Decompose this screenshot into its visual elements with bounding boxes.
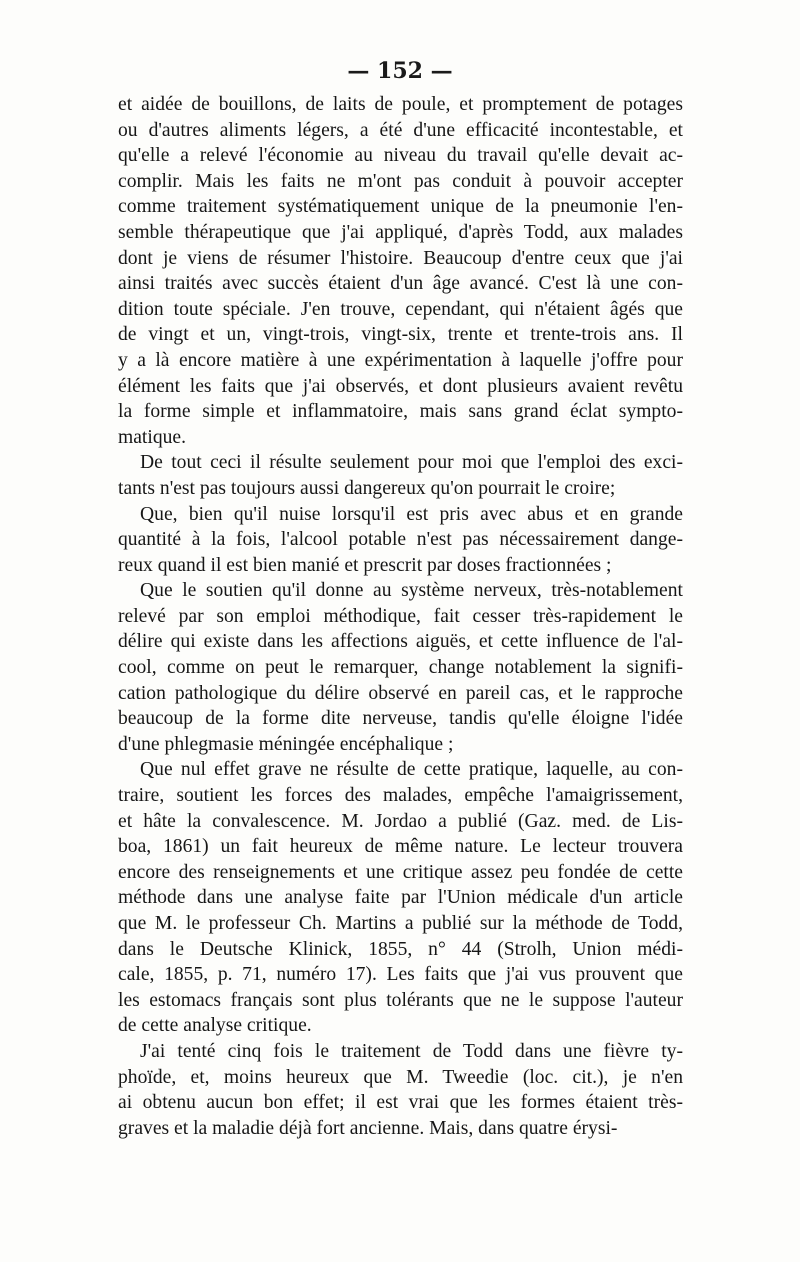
text-line: dition toute spéciale. J'en trouve, cependant, qui n'étaient âgés que (118, 298, 683, 320)
text-line: Que nul effet grave ne résulte de cette pratique, laquelle, au con- (140, 759, 683, 781)
text-line: et aidée de bouillons, de laits de poule, et promptement de potages (118, 94, 683, 115)
text-line: traire, soutient les forces des malades, empêche l'amaigrissement, (118, 785, 683, 807)
text-line: y a là encore matière à une expérimentation à laquelle j'offre pour (118, 349, 683, 371)
text-line: semble thérapeutique que j'ai appliqué, d'après Todd, aux malades (118, 221, 683, 243)
text-line: que M. le professeur Ch. Martins a publié sur la méthode de Todd, (118, 913, 683, 934)
page-number: — 152 — (347, 58, 453, 84)
text-line: Que le soutien qu'il donne au système nerveux, très-notablement (140, 580, 683, 602)
text-line: de vingt et un, vingt-trois, vingt-six, trente et trente-trois ans. Il (118, 324, 683, 346)
text-line: délire qui existe dans les affections aiguës, et cette influence de l'al- (118, 631, 683, 653)
text-line: reux quand il est bien manié et prescrit par doses fractionnées ; (118, 554, 612, 576)
paragraph (118, 1039, 683, 1141)
text-line: qu'elle a relevé l'économie au niveau du travail qu'elle devait ac- (118, 145, 683, 167)
text-line: relevé par son emploi méthodique, fait cesser très-rapidement le (118, 605, 683, 627)
text-line: ai obtenu aucun bon effet; il est vrai que les formes étaient très- (118, 1092, 683, 1114)
text-line: Que, bien qu'il nuise lorsqu'il est pris avec abus et en grande (140, 503, 683, 525)
paragraph (118, 502, 683, 579)
text-line: cale, 1855, p. 71, numéro 17). Les faits que j'ai vus prouvent que (118, 964, 683, 986)
text-line: encore des renseignements et une critique assez peu fondée de cette (118, 861, 683, 883)
text-line: graves et la maladie déjà fort ancienne. Mais, dans quatre érysi- (118, 1117, 618, 1139)
body-text (118, 92, 683, 1141)
text-line: élément les faits que j'ai observés, et dont plusieurs avaient revêtu (118, 375, 683, 397)
text-line: De tout ceci il résulte seulement pour moi que l'emploi des exci- (140, 452, 683, 474)
text-line: d'une phlegmasie méningée encéphalique ; (118, 733, 454, 755)
text-line: complir. Mais les faits ne m'ont pas conduit à pouvoir accepter (118, 170, 683, 192)
text-line: cool, comme on peut le remarquer, change notablement la signifi- (118, 657, 683, 679)
text-line: J'ai tenté cinq fois le traitement de Todd dans une fièvre ty- (140, 1040, 683, 1062)
text-line: quantité à la fois, l'alcool potable n'est pas nécessairement dange- (118, 529, 683, 551)
text-line: ainsi traités avec succès étaient d'un âge avancé. C'est là une con- (118, 273, 683, 295)
text-line: dont je viens de résumer l'histoire. Beaucoup d'entre ceux que j'ai (118, 247, 683, 269)
text-line: cation pathologique du délire observé en pareil cas, et le rapproche (118, 682, 683, 704)
text-line: la forme simple et inflammatoire, mais sans grand éclat sympto- (118, 401, 683, 423)
text-line: dans le Deutsche Klinick, 1855, n° 44 (Strolh, Union médi- (118, 938, 683, 960)
text-line: beaucoup de la forme dite nerveuse, tandis qu'elle éloigne l'idée (118, 708, 683, 730)
text-line: comme traitement systématiquement unique de la pneumonie l'en- (118, 196, 683, 218)
text-line: et hâte la convalescence. M. Jordao a publié (Gaz. med. de Lis- (118, 810, 683, 832)
text-line: phoïde, et, moins heureux que M. Tweedie (loc. cit.), je n'en (118, 1066, 683, 1088)
text-line: tants n'est pas toujours aussi dangereux qu'on pourrait le croire; (118, 477, 616, 499)
text-line: ou d'autres aliments légers, a été d'une efficacité incontestable, et (118, 119, 683, 141)
paragraph (118, 757, 683, 1039)
paragraph (118, 578, 683, 757)
text-line: matique. (118, 426, 187, 448)
text-line: boa, 1861) un fait heureux de même nature. Le lecteur trouvera (118, 836, 683, 858)
text-line: les estomacs français sont plus tolérants que ne le suppose l'auteur (118, 989, 683, 1011)
text-line: de cette analyse critique. (118, 1015, 312, 1037)
paragraph (118, 450, 683, 501)
text-line: méthode dans une analyse faite par l'Union médicale d'un article (118, 887, 683, 909)
paragraph (118, 92, 683, 450)
